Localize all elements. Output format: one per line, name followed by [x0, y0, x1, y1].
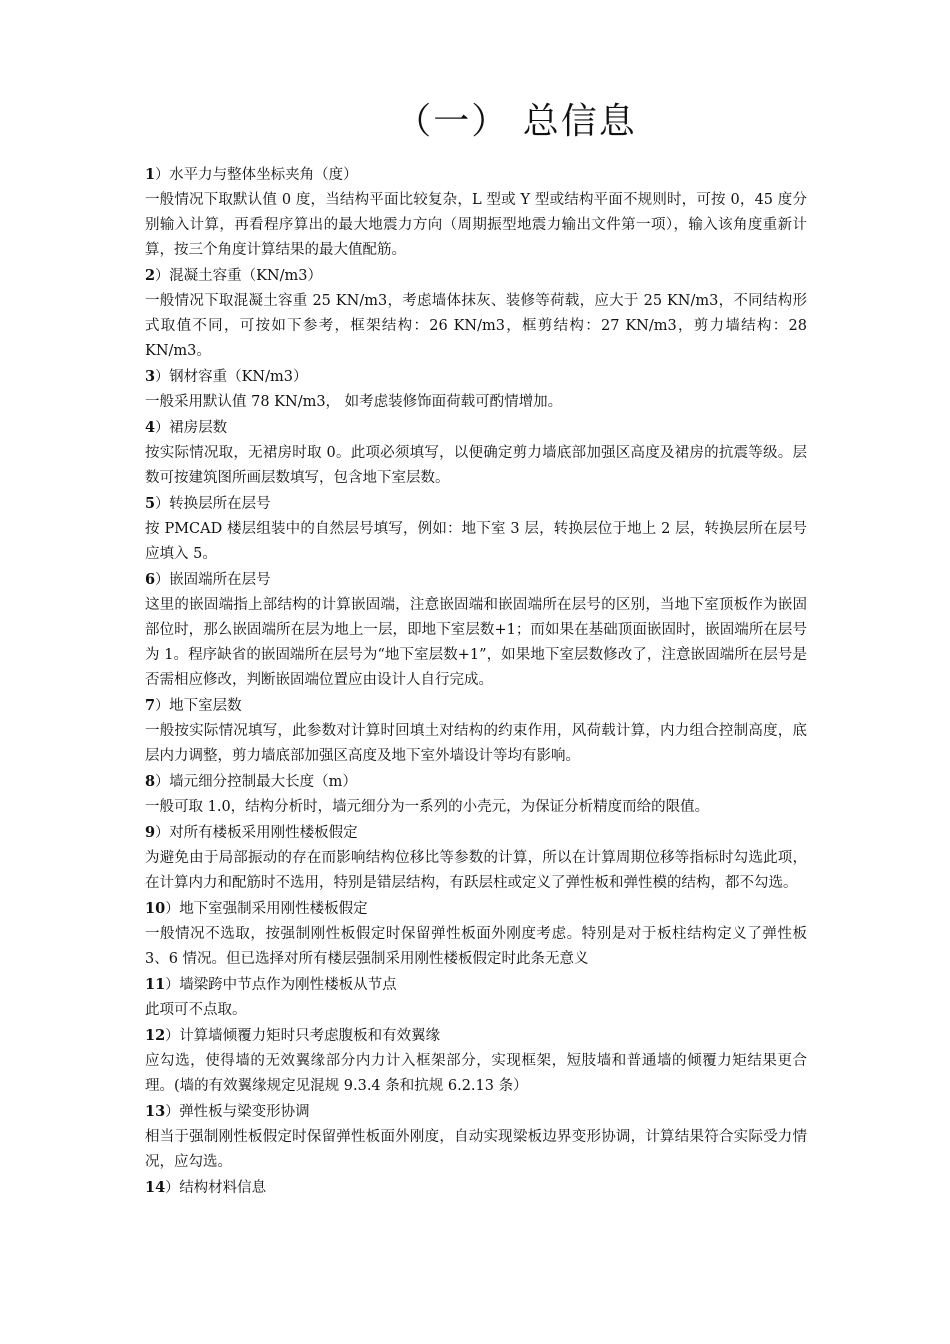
section-number-paren: ） [155, 369, 170, 385]
section-body: 此项可不点取。 [145, 1002, 247, 1018]
section-1 [145, 162, 807, 263]
section-title: 地下室强制采用刚性楼板假定 [179, 901, 368, 917]
section-title: 地下室层数 [169, 698, 242, 714]
section-title: 墙元细分控制最大长度（m） [169, 774, 357, 790]
section-title: 结构材料信息 [179, 1180, 267, 1196]
section-heading [145, 820, 807, 846]
section-title: 钢材容重（KN/m3） [169, 369, 308, 385]
section-body: 按实际情况取，无裙房时取 0。此项必须填写，以便确定剪力墙底部加强区高度及裙房的抗震等级。层数可按建筑图所画层数填写，包含地下室层数。 [145, 445, 807, 486]
section-title: 裙房层数 [169, 420, 228, 436]
section-9 [145, 820, 807, 896]
section-title: 混凝土容重（KN/m3） [169, 268, 322, 284]
section-heading [145, 693, 807, 719]
section-heading [145, 1023, 807, 1049]
section-title: 对所有楼板采用刚性楼板假定 [169, 825, 358, 841]
section-3 [145, 364, 807, 415]
section-number: 1 [145, 166, 156, 183]
section-number: 13 [145, 1103, 166, 1120]
section-body: 一般情况不选取，按强制刚性板假定时保留弹性板面外刚度考虑。特别是对于板柱结构定义了弹性板 3、6 情况。但已选择对所有楼层强制采用刚性楼板假定时此条无意义 [145, 926, 807, 967]
section-number: 11 [145, 976, 166, 993]
section-heading [145, 567, 807, 593]
section-4 [145, 415, 807, 491]
section-body: 按 PMCAD 楼层组装中的自然层号填写，例如：地下室 3 层，转换层位于地上 2 层，转换层所在层号应填入 5。 [145, 521, 807, 562]
section-number-paren: ） [155, 167, 170, 183]
section-number: 3 [145, 368, 156, 385]
section-title: 转换层所在层号 [169, 496, 271, 512]
section-number: 14 [145, 1179, 166, 1196]
section-number: 2 [145, 267, 156, 284]
section-title: 水平力与整体坐标夹角（度） [169, 167, 358, 183]
section-number-paren: ） [155, 825, 170, 841]
section-number-paren: ） [155, 420, 170, 436]
section-number: 8 [145, 773, 156, 790]
section-heading [145, 415, 807, 441]
section-heading [145, 263, 807, 289]
section-14 [145, 1175, 807, 1201]
section-number: 12 [145, 1027, 166, 1044]
section-title: 弹性板与梁变形协调 [179, 1104, 310, 1120]
section-heading [145, 162, 807, 188]
section-number-paren: ） [155, 698, 170, 714]
section-heading [145, 1099, 807, 1125]
section-number: 4 [145, 419, 156, 436]
section-number-paren: ） [165, 977, 180, 993]
section-list [145, 162, 807, 1201]
section-11 [145, 972, 807, 1023]
section-10 [145, 896, 807, 972]
section-number-paren: ） [165, 1104, 180, 1120]
section-body: 一般情况下取默认值 0 度，当结构平面比较复杂，L 型或 Y 型或结构平面不规则时，可按 0，45 度分别输入计算，再看程序算出的最大地震力方向（周期振型地震力输出文件第一项），输入该角度重新计算，按三个角度计算结果的最大值配筋。 [145, 192, 807, 258]
section-body: 应勾选，使得墙的无效翼缘部分内力计入框架部分，实现框架，短肢墙和普通墙的倾覆力矩结果更合理。(墙的有效翼缘规定见混规 9.3.4 条和抗规 6.2.13 条） [145, 1053, 807, 1094]
section-number-paren: ） [165, 1028, 180, 1044]
section-5 [145, 491, 807, 567]
section-number: 9 [145, 824, 156, 841]
section-number: 5 [145, 495, 156, 512]
section-number-paren: ） [155, 496, 170, 512]
section-6 [145, 567, 807, 693]
section-body: 为避免由于局部振动的存在而影响结构位移比等参数的计算，所以在计算周期位移等指标时勾选此项，在计算内力和配筋时不选用，特别是错层结构，有跃层柱或定义了弹性板和弹性模的结构，都不勾选。 [145, 850, 807, 891]
section-body: 一般采用默认值 78 KN/m3， 如考虑装修饰面荷载可酌情增加。 [145, 394, 563, 410]
section-number-paren: ） [155, 268, 170, 284]
section-title: 墙梁跨中节点作为刚性楼板从节点 [179, 977, 397, 993]
section-body: 这里的嵌固端指上部结构的计算嵌固端，注意嵌固端和嵌固端所在层号的区别，当地下室顶板作为嵌固部位时，那么嵌固端所在层为地上一层，即地下室层数+1；而如果在基础顶面嵌固时，嵌固端所在层号为 1。程序缺省的嵌固端所在层号为“地下室层数+1”，如果地下室层数修改了，注意嵌固端所在层号是否需相应修改，判断嵌固端位置应由设计人自行完成。 [145, 597, 807, 688]
section-number-paren: ） [165, 1180, 180, 1196]
section-number: 6 [145, 571, 156, 588]
document-page [145, 98, 807, 1201]
section-7 [145, 693, 807, 769]
section-title: 计算墙倾覆力矩时只考虑腹板和有效翼缘 [179, 1028, 441, 1044]
section-heading [145, 1175, 807, 1201]
section-13 [145, 1099, 807, 1175]
section-heading [145, 972, 807, 998]
section-heading [145, 491, 807, 517]
page-title: （一） 总信息 [395, 101, 637, 142]
section-heading [145, 364, 807, 390]
section-2 [145, 263, 807, 364]
section-title: 嵌固端所在层号 [169, 572, 271, 588]
section-body: 一般可取 1.0，结构分析时，墙元细分为一系列的小壳元，为保证分析精度而给的限值。 [145, 799, 710, 815]
section-body: 一般按实际情况填写，此参数对计算时回填土对结构的约束作用，风荷载计算，内力组合控制高度，底层内力调整，剪力墙底部加强区高度及地下室外墙设计等均有影响。 [145, 723, 807, 764]
section-8 [145, 769, 807, 820]
section-number-paren: ） [155, 774, 170, 790]
section-heading [145, 896, 807, 922]
section-number-paren: ） [155, 572, 170, 588]
section-number: 7 [145, 697, 156, 714]
section-number-paren: ） [165, 901, 180, 917]
section-body: 一般情况下取混凝土容重 25 KN/m3，考虑墙体抹灰、装修等荷载，应大于 25 KN/m3，不同结构形式取值不同，可按如下参考，框架结构：26 KN/m3，框剪结构：27 KN/m3，剪力墙结构：28 KN/m3。 [145, 293, 807, 359]
section-heading [145, 769, 807, 795]
section-number: 10 [145, 900, 166, 917]
section-body: 相当于强制刚性板假定时保留弹性板面外刚度，自动实现梁板边界变形协调，计算结果符合实际受力情况，应勾选。 [145, 1129, 807, 1170]
section-12 [145, 1023, 807, 1099]
